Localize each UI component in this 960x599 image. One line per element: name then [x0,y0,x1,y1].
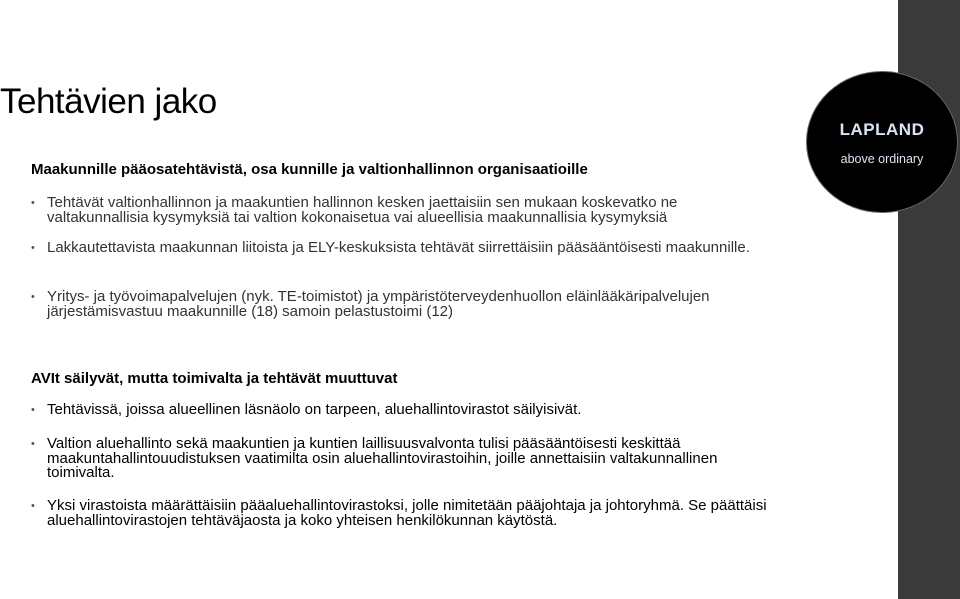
section1-bullet-3 [31,290,781,319]
section2-bullet-3 [31,499,781,528]
bullet-text: Tehtävät valtionhallinnon ja maakuntien hallinnon kesken jaettaisiin sen mukaan koskevatko ne valtakunnallisia kysymyksiä tai valtion kokonaisetua vai alueellisia maakunnallisia kysymyksiä [47,194,678,226]
bullet-text: Tehtävissä, joissa alueellinen läsnäolo on tarpeen, aluehallintovirastot säilyisivät. [47,401,582,418]
bullet-text: Valtion aluehallinto sekä maakuntien ja kuntien laillisuusvalvonta tulisi pääsääntöisesti keskittää maakuntahallintouudistuksen vaatimilta osin aluehallintovirastoihin, joille annettaisiin valtakunnallinen toimivalta. [47,435,718,481]
bullet-dot: • [31,438,35,450]
logo-name: LAPLAND [839,120,925,139]
bullet-dot: • [31,291,35,303]
section1-heading: Maakunnille pääosatehtävistä, osa kunnille ja valtionhallinnon organisaatioille [31,161,588,178]
section1-bullet-1 [31,196,781,225]
bullet-dot: • [31,500,35,512]
bullet-text: Yksi virastoista määrättäisiin pääaluehallintovirastoksi, jolle nimitetään pääjohtaja ja johtoryhmä. Se päättäisi aluehallintovirastojen tehtäväjaosta ja koko yhteisen henkilökunnan käytöstä. [47,497,767,529]
section2-heading: AVIt säilyvät, mutta toimivalta ja tehtävät muuttuvat [31,370,398,387]
section1-bullet-2 [31,241,781,256]
logo-tagline: above ordinary [840,152,924,166]
bullet-text: Yritys- ja työvoimapalvelujen (nyk. TE-toimistot) ja ympäristöterveydenhuollon eläinlääkäripalvelujen järjestämisvastuu maakunnille (18) samoin pelastustoimi (12) [47,288,710,320]
bullet-dot: • [31,197,35,209]
section2-bullet-1 [31,403,781,418]
section2-bullet-2 [31,437,781,481]
bullet-dot: • [31,242,35,254]
bullet-text: Lakkautettavista maakunnan liitoista ja ELY-keskuksista tehtävät siirrettäisiin pääsääntöisesti maakunnille. [47,239,750,256]
lapland-logo [806,71,958,213]
slide-title: Tehtävien jako [0,82,217,121]
bullet-dot: • [31,404,35,416]
